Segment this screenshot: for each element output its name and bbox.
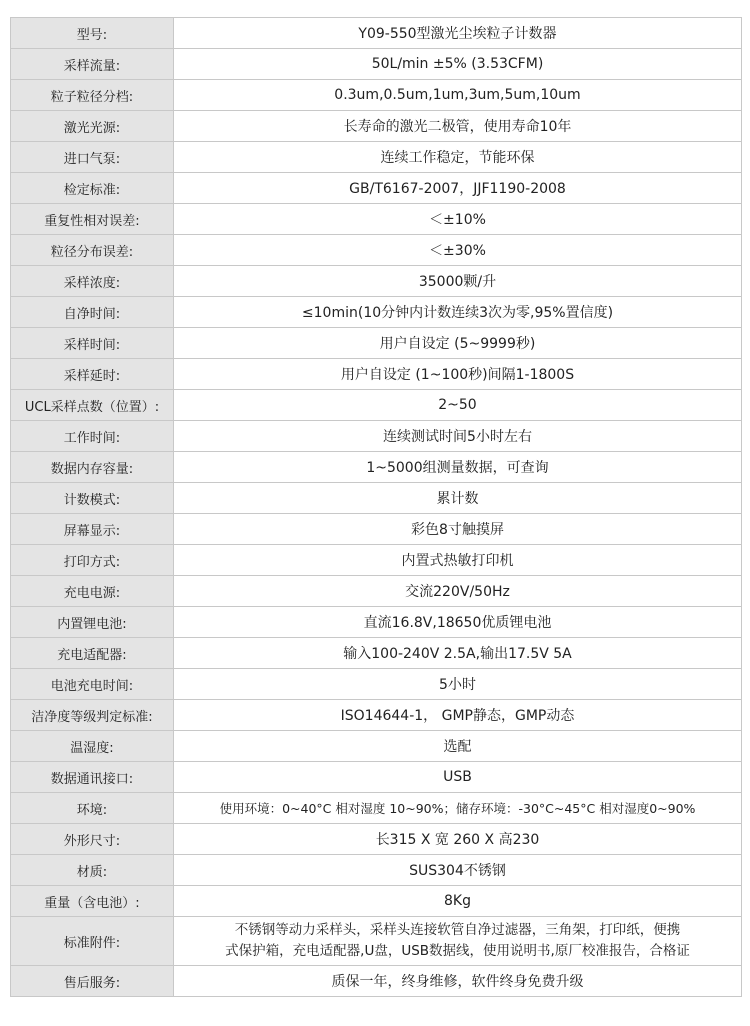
spec-row <box>11 855 742 886</box>
spec-row <box>11 18 742 49</box>
spec-label: 重量（含电池）: <box>11 886 174 916</box>
spec-value-line: 不锈钢等动力采样头，采样头连接软管自净过滤器，三角架，打印纸，便携 <box>234 922 681 938</box>
spec-label: 充电电源: <box>11 576 174 606</box>
spec-row <box>11 793 742 824</box>
spec-row <box>11 917 742 966</box>
spec-label: 数据通讯接口: <box>11 762 174 792</box>
spec-row <box>11 266 742 297</box>
spec-row <box>11 669 742 700</box>
spec-value: 交流220V/50Hz <box>174 576 742 606</box>
spec-label: UCL采样点数（位置）: <box>11 390 174 420</box>
spec-value: 0.3um,0.5um,1um,3um,5um,10um <box>174 80 742 110</box>
spec-row <box>11 514 742 545</box>
spec-value: 用户自设定 (1~100秒)间隔1-1800S <box>174 359 742 389</box>
spec-label: 检定标准: <box>11 173 174 203</box>
spec-row <box>11 731 742 762</box>
spec-row <box>11 204 742 235</box>
spec-row <box>11 576 742 607</box>
spec-label: 采样浓度: <box>11 266 174 296</box>
spec-label: 温湿度: <box>11 731 174 761</box>
spec-value: ＜±30% <box>174 235 742 265</box>
spec-label: 内置锂电池: <box>11 607 174 637</box>
spec-label: 环境: <box>11 793 174 823</box>
spec-label: 型号: <box>11 18 174 48</box>
spec-row <box>11 700 742 731</box>
spec-label: 计数模式: <box>11 483 174 513</box>
spec-label: 打印方式: <box>11 545 174 575</box>
spec-label: 电池充电时间: <box>11 669 174 699</box>
spec-label: 采样流量: <box>11 49 174 79</box>
spec-label: 数据内存容量: <box>11 452 174 482</box>
spec-value: SUS304不锈钢 <box>174 855 742 885</box>
spec-row <box>11 235 742 266</box>
spec-label: 售后服务: <box>11 966 174 996</box>
spec-label: 标准附件: <box>11 917 174 965</box>
spec-row <box>11 49 742 80</box>
spec-label: 工作时间: <box>11 421 174 451</box>
spec-row <box>11 966 742 997</box>
spec-value: ＜±10% <box>174 204 742 234</box>
spec-value: 35000颗/升 <box>174 266 742 296</box>
spec-row <box>11 328 742 359</box>
spec-value <box>174 917 742 965</box>
spec-row <box>11 824 742 855</box>
spec-value: 用户自设定 (5~9999秒) <box>174 328 742 358</box>
spec-value: 内置式热敏打印机 <box>174 545 742 575</box>
spec-value: ISO14644-1， GMP静态，GMP动态 <box>174 700 742 730</box>
spec-value: USB <box>174 762 742 792</box>
spec-value: 长寿命的激光二极管，使用寿命10年 <box>174 111 742 141</box>
spec-value: 长315 X 宽 260 X 高230 <box>174 824 742 854</box>
spec-label: 自净时间: <box>11 297 174 327</box>
spec-value: 累计数 <box>174 483 742 513</box>
spec-label: 采样延时: <box>11 359 174 389</box>
spec-row <box>11 359 742 390</box>
spec-label: 激光光源: <box>11 111 174 141</box>
spec-value: 50L/min ±5% (3.53CFM) <box>174 49 742 79</box>
spec-row <box>11 421 742 452</box>
spec-value: 5小时 <box>174 669 742 699</box>
spec-row <box>11 452 742 483</box>
spec-row <box>11 638 742 669</box>
spec-value: 1~5000组测量数据，可查询 <box>174 452 742 482</box>
spec-value-line: 式保护箱，充电适配器,U盘，USB数据线，使用说明书,原厂校准报告，合格证 <box>225 943 690 959</box>
spec-value: Y09-550型激光尘埃粒子计数器 <box>174 18 742 48</box>
spec-label: 重复性相对误差: <box>11 204 174 234</box>
spec-row <box>11 80 742 111</box>
spec-value: ≤10min(10分钟内计数连续3次为零,95%置信度) <box>174 297 742 327</box>
spec-row <box>11 483 742 514</box>
spec-label: 屏幕显示: <box>11 514 174 544</box>
spec-row <box>11 111 742 142</box>
spec-row <box>11 390 742 421</box>
spec-value: 2~50 <box>174 390 742 420</box>
spec-row <box>11 142 742 173</box>
spec-row <box>11 297 742 328</box>
spec-row <box>11 173 742 204</box>
spec-row <box>11 545 742 576</box>
spec-table <box>10 17 742 997</box>
spec-label: 充电适配器: <box>11 638 174 668</box>
spec-row <box>11 886 742 917</box>
spec-label: 采样时间: <box>11 328 174 358</box>
spec-label: 外形尺寸: <box>11 824 174 854</box>
spec-row <box>11 762 742 793</box>
spec-value: 输入100-240V 2.5A,输出17.5V 5A <box>174 638 742 668</box>
spec-row <box>11 607 742 638</box>
spec-value: 直流16.8V,18650优质锂电池 <box>174 607 742 637</box>
spec-value: GB/T6167-2007，JJF1190-2008 <box>174 173 742 203</box>
spec-label: 洁净度等级判定标准: <box>11 700 174 730</box>
spec-value: 使用环境：0~40°C 相对湿度 10~90%；储存环境：-30°C~45°C 相对湿度0~90% <box>174 793 742 823</box>
spec-label: 粒径分布误差: <box>11 235 174 265</box>
spec-label: 进口气泵: <box>11 142 174 172</box>
spec-value: 连续工作稳定，节能环保 <box>174 142 742 172</box>
spec-value: 选配 <box>174 731 742 761</box>
spec-value: 连续测试时间5小时左右 <box>174 421 742 451</box>
spec-value: 8Kg <box>174 886 742 916</box>
spec-value: 彩色8寸触摸屏 <box>174 514 742 544</box>
spec-value: 质保一年，终身维修，软件终身免费升级 <box>174 966 742 996</box>
spec-label: 粒子粒径分档: <box>11 80 174 110</box>
spec-label: 材质: <box>11 855 174 885</box>
